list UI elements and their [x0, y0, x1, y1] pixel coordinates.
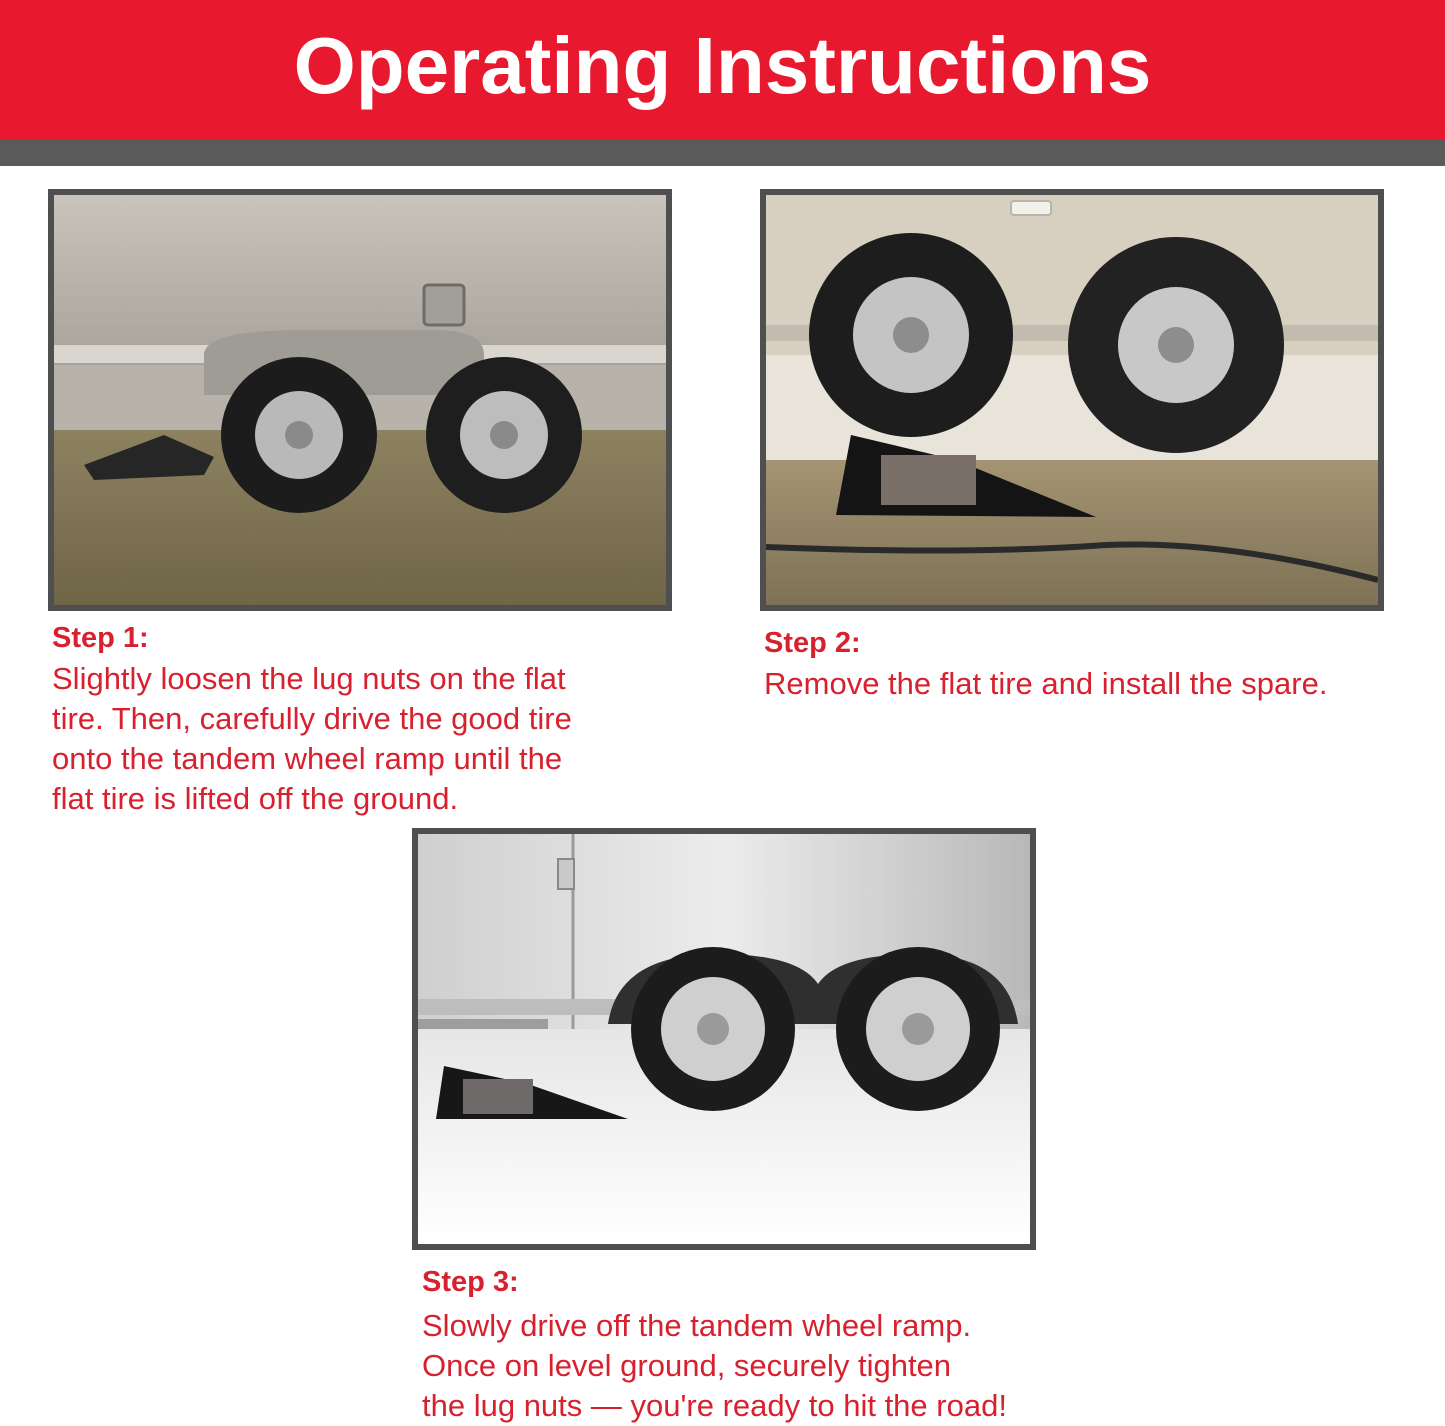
step-3-text — [422, 1306, 1007, 1426]
step-1-photo — [48, 189, 672, 611]
step-3-line: Slowly drive off the tandem wheel ramp. — [422, 1308, 972, 1343]
step-3-line: Once on level ground, securely tighten — [422, 1348, 952, 1383]
header-banner — [0, 0, 1445, 140]
step-3-title: Step 3: — [422, 1266, 519, 1298]
step-2-photo — [760, 189, 1384, 611]
step-2-illustration — [766, 195, 1378, 605]
step-3-line: the lug nuts — you're ready to hit the road! — [422, 1388, 1007, 1423]
step-2-line: Remove the flat tire and install the spare. — [764, 666, 1328, 701]
step-1-line: flat tire is lifted off the ground. — [52, 781, 459, 816]
step-1-title: Step 1: — [52, 622, 149, 654]
step-2-text — [764, 664, 1327, 704]
step-1-illustration — [54, 195, 666, 605]
header-divider-band — [0, 140, 1445, 166]
step-1-line: tire. Then, carefully drive the good tire — [52, 701, 572, 736]
step-2-title: Step 2: — [764, 627, 861, 659]
page-title: Operating Instructions — [293, 21, 1152, 110]
step-1-line: onto the tandem wheel ramp until the — [52, 741, 563, 776]
step-1-text — [52, 659, 572, 819]
step-1-line: Slightly loosen the lug nuts on the flat — [52, 661, 566, 696]
step-3-photo — [412, 828, 1036, 1250]
step-3-illustration — [418, 834, 1030, 1244]
